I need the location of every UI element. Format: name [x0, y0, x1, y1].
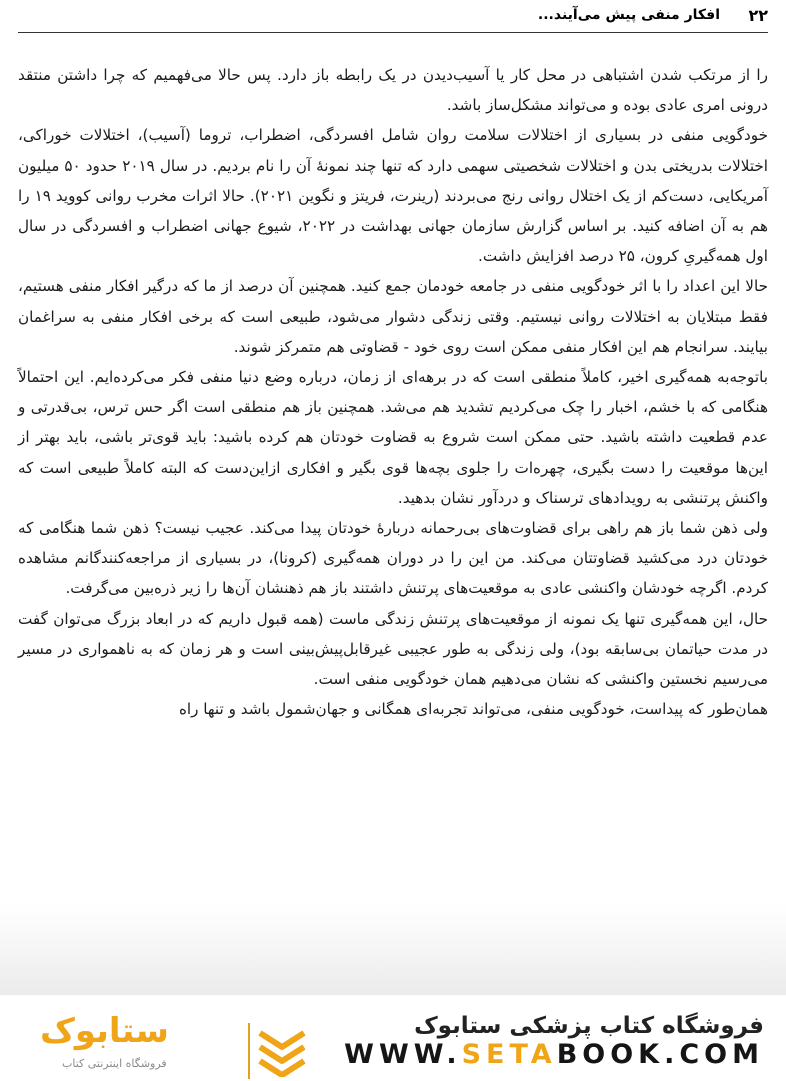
paragraph-7: همان‌طور که پیداست، خودگویی منفی، می‌تواند تجربه‌ای همگانی و جهان‌شمول باشد و تنها راه — [178, 700, 768, 719]
paragraph-5: ولی ذهن شما باز هم راهی برای قضاوت‌های بی‌رحمانه دربارهٔ خودتان پیدا می‌کند. عجیب نیست؟ ذهن شما هنگامی که خودتان درد می‌کشید قضاوتتان می‌کند. من این را در دوران همه‌گیری (کرونا)، در بسیاری از مراجعه‌کنندگانم مشاهده کردم. اگرچه خودشان واکنشی عادی به موقعیت‌های پرتنش داشتند باز هم ذهنشان آن‌ها را زیر ذره‌بین می‌گرفت. — [18, 519, 768, 598]
setabook-logo — [32, 1007, 304, 1081]
paragraph-6: حال، این همه‌گیری تنها یک نمونه از موقعیت‌های پرتنش زندگی ماست (همه قبول داریم که در ابعاد بزرگ می‌توان گفت در مدت حیاتمان بی‌سابقه بود)، ولی زندگی به طور عجیبی غیرقابل‌پیش‌بینی است و هر زمان که به ناهمواری در مسیر می‌رسیم نخستین واکنشی که نشان می‌دهیم همان خودگویی منفی است. — [18, 609, 768, 689]
body-text — [18, 60, 768, 724]
url-suffix: BOOK.COM — [556, 1039, 764, 1070]
paragraph-2: خودگویی منفی در بسیاری از اختلالات سلامت روان شامل افسردگی، اضطراب، تروما (آسیب)، اختلالات خوراکی، اختلالات بدریختی بدن و اختلالات شخصیتی سهمی دارد که تنها چند نمونهٔ آن را نام بردیم. در سال ۲۰۱۹ حدود ۵۰ میلیون آمریکایی، دست‌کم از یک اختلال روانی رنج می‌بردند (رینرت، فریتز و نگوین ۲۰۲۱). حالا اثرات مخرب روانی کووید ۱۹ را هم به آن اضافه کنید. بر اساس گزارش سازمان جهانی بهداشت در ۲۰۲۲، شیوع جهانی اضطراب و افسردگی در سال اول همه‌گیریِ کرون، ۲۵ درصد افزایش داشت. — [18, 126, 769, 266]
logo-tagline: فروشگاه اینترنتی کتاب — [62, 1057, 167, 1070]
paragraph-4: باتوجه‌به همه‌گیری اخیر، کاملاً منطقی است که در برهه‌ای از زمان، درباره وضع دنیا منفی فکر می‌کرده‌ایم. این احتمالاً هنگامی که با خشم، اخبار را چک می‌کردیم تشدید هم می‌شد. همچنین باز هم منطقی است اگر حس ترس، بی‌قدرتی و عدم قطعیت داشته باشید. حتی ممکن است شروع به قضاوت خودتان هم کرده باشید: باید قوی‌تر باشی، باید بهتر از این‌ها موقعیت را دست بگیری، چهره‌ات را جلوی بچه‌ها قوی بگیر و افکاری ازاین‌دست که البته کاملاً طبیعی است که واکنش پرتنشی به رویدادهای ترسناک و دردآور نشان بدهید. — [18, 368, 768, 507]
book-chevron-icon — [256, 1025, 308, 1077]
page-number: ۲۲ — [748, 6, 768, 25]
header-rule — [18, 32, 768, 33]
url-prefix: WWW. — [344, 1039, 462, 1070]
footer-watermark — [0, 995, 786, 1079]
paragraph-1: را از مرتکب شدن اشتباهی در محل کار یا آسیب‌دیدن در یک رابطه باز دارد. پس حالا می‌فهمیم که چرا داشتن منتقد درونی امری عادی بوده و می‌تواند مشکل‌ساز باشد. — [18, 66, 768, 115]
logo-divider — [248, 1023, 250, 1079]
running-title: افکار منفی پیش می‌آیند... — [537, 7, 720, 23]
paragraph-3: حالا این اعداد را با اثر خودگویی منفی در جامعه خودمان جمع کنید. همچنین آن درصد از ما که درگیر افکار منفی هستیم، فقط مبتلایان به اختلالات روانی نیستیم. وقتی زندگی دشوار می‌شود، طبیعی است که برخی افکار منفی به سراغمان بیایند. سرانجام هم این افکار منفی ممکن است روی خود - قضاوتی هم متمرکز شوند. — [18, 277, 768, 356]
store-name: فروشگاه کتاب پزشکی ستابوک — [414, 1013, 764, 1039]
url-accent: SETA — [461, 1039, 557, 1070]
page-bottom-shadow — [0, 905, 786, 1005]
logo-wordmark: ستابوک — [40, 1011, 169, 1051]
page-header — [0, 6, 786, 30]
store-url — [344, 1039, 764, 1070]
